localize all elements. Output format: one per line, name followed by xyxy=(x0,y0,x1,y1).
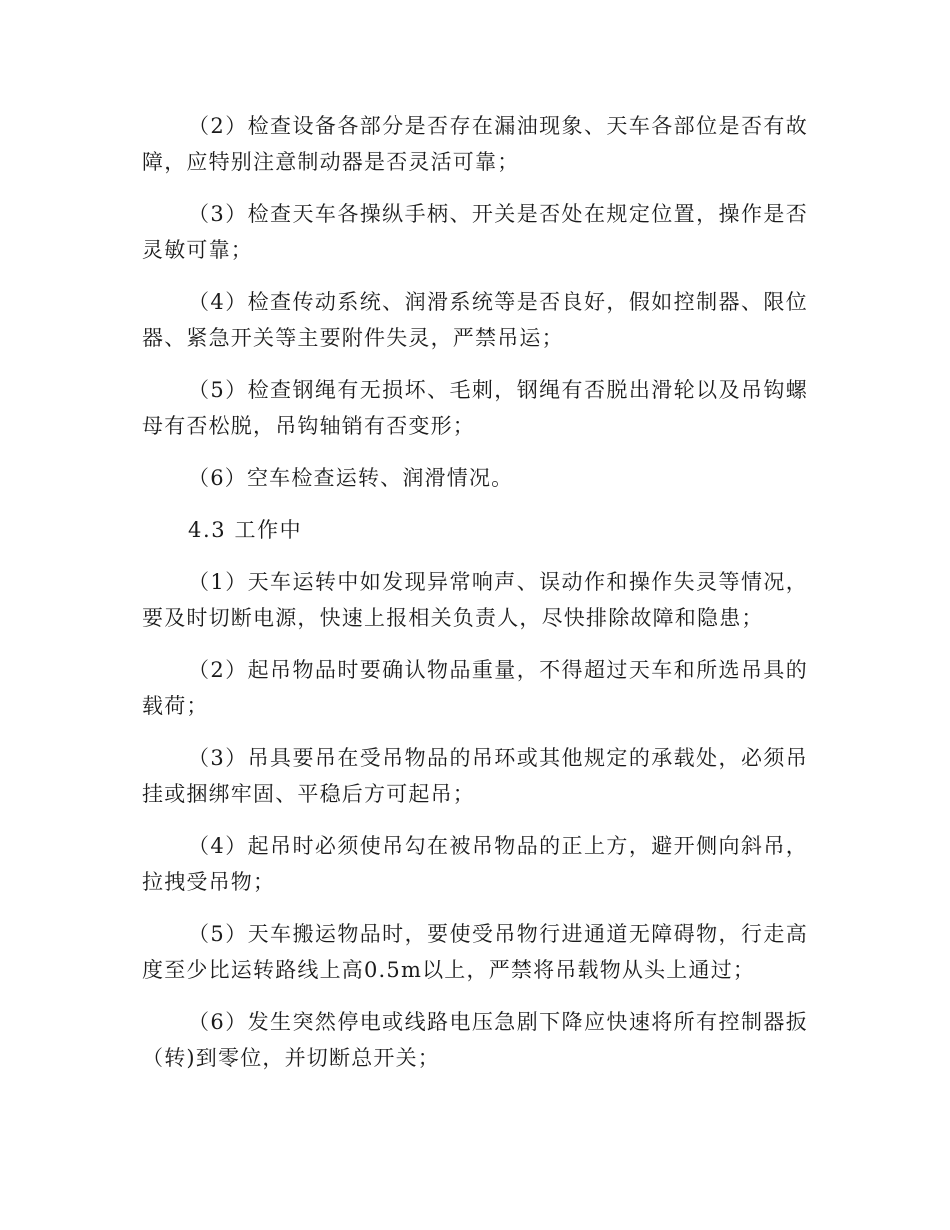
paragraph-confirm-weight: （2）起吊物品时要确认物品重量，不得超过天车和所选吊具的载荷； xyxy=(142,658,808,718)
paragraph-check-transmission: （4）检查传动系统、润滑系统等是否良好，假如控制器、限位器、紧急开关等主要附件失灵，严禁吊运； xyxy=(142,290,808,350)
paragraph-power-failure: （6）发生突然停电或线路电压急剧下降应快速将所有控制器扳（转)到零位，并切断总开关； xyxy=(142,1010,808,1070)
paragraph-check-wire-rope: （5）检查钢绳有无损坏、毛刺，钢绳有否脱出滑轮以及吊钩螺母有否松脱，吊钩轴销有否变形； xyxy=(142,378,808,438)
paragraph-hook-position: （4）起吊时必须使吊勾在被吊物品的正上方，避开侧向斜吊，拉拽受吊物； xyxy=(142,834,808,894)
document-body xyxy=(142,108,808,1092)
paragraph-transport-path: （5）天车搬运物品时，要使受吊物行进通道无障碍物，行走高度至少比运转路线上高0.5m以上，严禁将吊载物从头上通过； xyxy=(142,922,808,982)
paragraph-check-oil-leak: （2）检查设备各部分是否存在漏油现象、天车各部位是否有故障，应特别注意制动器是否灵活可靠； xyxy=(142,114,808,174)
paragraph-abnormal-noise: （1）天车运转中如发现异常响声、误动作和操作失灵等情况，要及时切断电源，快速上报相关负责人，尽快排除故障和隐患； xyxy=(142,570,808,630)
section-heading-during-work: 4.3 工作中 xyxy=(188,518,303,542)
paragraph-check-handles: （3）检查天车各操纵手柄、开关是否处在规定位置，操作是否灵敏可靠； xyxy=(142,202,808,262)
paragraph-empty-run: （6）空车检查运转、润滑情况。 xyxy=(188,466,514,490)
paragraph-rigging: （3）吊具要吊在受吊物品的吊环或其他规定的承载处，必须吊挂或捆绑牢固、平稳后方可起吊； xyxy=(142,746,808,806)
